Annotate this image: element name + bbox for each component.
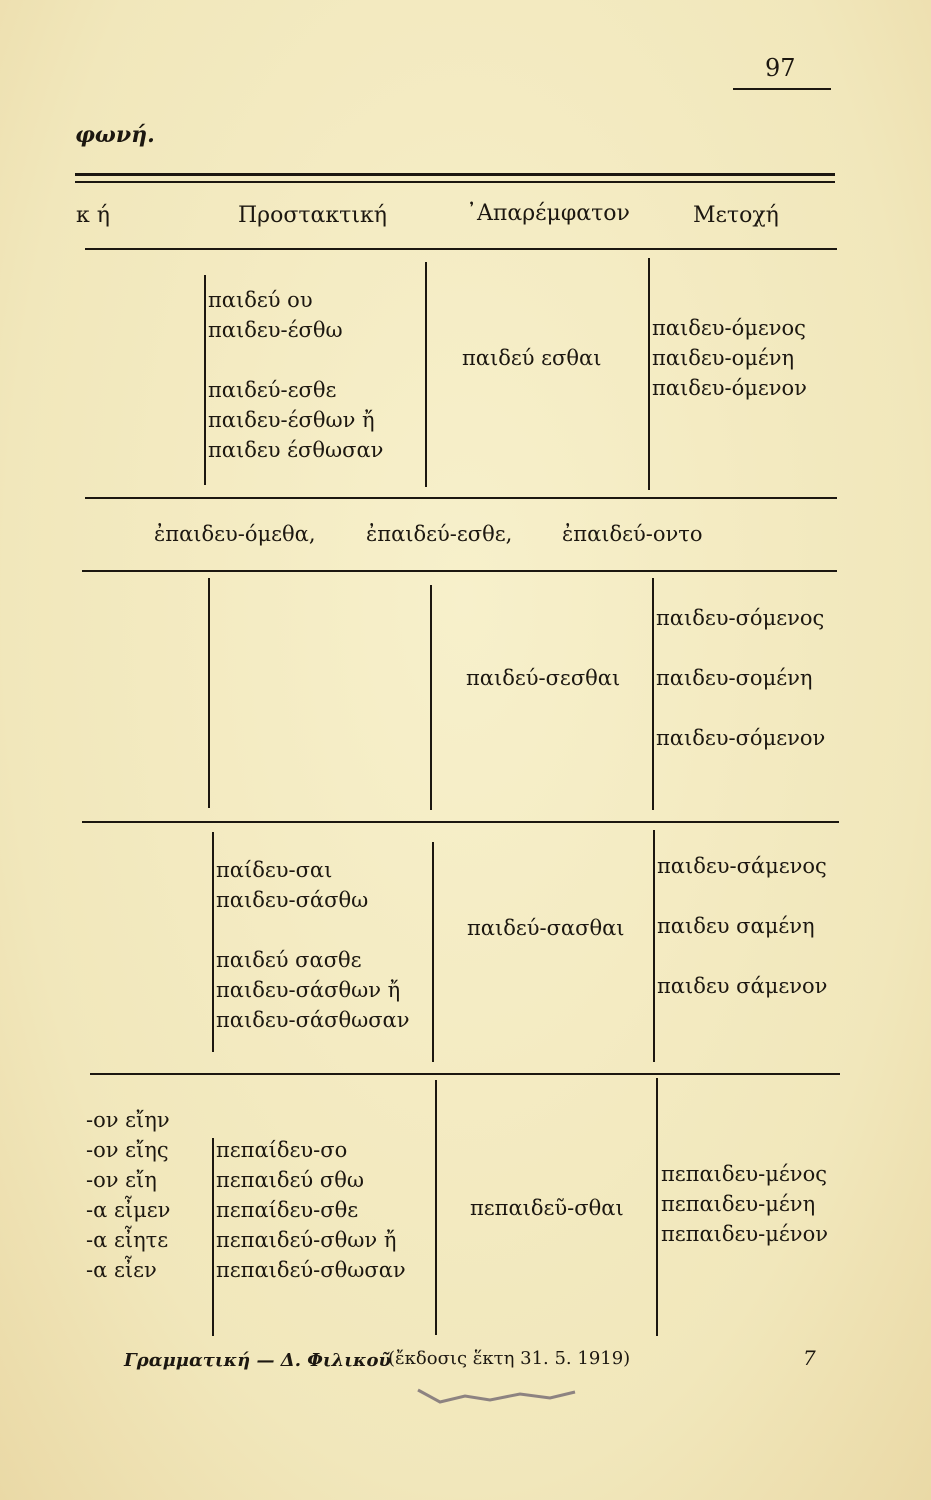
s1-infinitive: παιδεύ εσθαι (462, 346, 602, 370)
s1-vline-right (648, 258, 650, 490)
s4-vline-right (653, 830, 655, 1062)
s1-imperative-4: παιδευ-έσθων ἤ (208, 408, 375, 432)
header-left: κ ή (76, 203, 110, 228)
s4-imperative-3: παιδεύ σασθε (216, 948, 362, 972)
s5-optative-2: -ον εἴης (86, 1138, 169, 1162)
s5-vline-left (212, 1138, 214, 1336)
s5-imperative-5: πεπαιδεύ-σθωσαν (216, 1258, 406, 1282)
s4-vline-mid (432, 842, 434, 1062)
s2-past-2: ἐπαιδεύ-εσθε, (366, 522, 513, 546)
header-imperative: Προστακτική (238, 203, 387, 228)
s5-optative-4: -α εἶμεν (86, 1198, 171, 1222)
s1-imperative-3: παιδεύ-εσθε (208, 378, 337, 402)
s4-infinitive: παιδεύ-σασθαι (467, 916, 625, 940)
s1-participle-3: παιδευ-όμενον (652, 376, 807, 400)
header-participle: Μετοχή (693, 203, 779, 228)
footer-edition: (ἔκδοσις ἕκτη 31. 5. 1919) (388, 1348, 631, 1369)
s1-participle-1: παιδευ-όμενος (652, 316, 806, 340)
top-rule-2 (75, 181, 835, 183)
s5-imperative-4: πεπαιδεύ-σθων ἤ (216, 1228, 397, 1252)
footer-signature: 7 (803, 1346, 816, 1370)
s5-participle-3: πεπαιδευ-μένον (661, 1222, 828, 1246)
s4-participle-3: παιδευ σάμενον (657, 974, 828, 998)
header-infinitive: ᾿Απαρέμφατον (466, 201, 630, 226)
voice-title: φωνή. (75, 122, 155, 148)
s5-optative-5: -α εἶητε (86, 1228, 169, 1252)
s4-imperative-2: παιδευ-σάσθω (216, 888, 369, 912)
s4-participle-2: παιδευ σαμένη (657, 914, 815, 938)
s1-imperative-1: παιδεύ ου (208, 288, 313, 312)
s5-participle-2: πεπαιδευ-μένη (661, 1192, 816, 1216)
header-rule (85, 248, 837, 250)
s4-participle-1: παιδευ-σάμενος (657, 854, 827, 878)
s3-infinitive: παιδεύ-σεσθαι (466, 666, 621, 690)
s3-participle-2: παιδευ-σομένη (656, 666, 813, 690)
section-1-rule (85, 497, 837, 499)
s5-optative-6: -α εἶεν (86, 1258, 157, 1282)
s1-imperative-2: παιδευ-έσθω (208, 318, 343, 342)
s1-vline-mid (425, 262, 427, 487)
s1-imperative-5: παιδευ έσθωσαν (208, 438, 384, 462)
s1-participle-2: παιδευ-ομένη (652, 346, 795, 370)
s2-past-3: ἐπαιδεύ-οντο (562, 522, 703, 546)
s5-imperative-3: πεπαίδευ-σθε (216, 1198, 359, 1222)
ink-smudge-decoration (410, 1380, 590, 1410)
s5-vline-right (656, 1078, 658, 1336)
s1-vline-left (204, 275, 206, 485)
s3-vline-right (652, 578, 654, 810)
s3-participle-3: παιδευ-σόμενον (656, 726, 826, 750)
s5-participle-1: πεπαιδευ-μένος (661, 1162, 827, 1186)
s4-imperative-1: παίδευ-σαι (216, 858, 333, 882)
top-rule (75, 173, 835, 176)
s5-optative-3: -ον εἴη (86, 1168, 157, 1192)
page-number-rule (733, 88, 831, 90)
section-2-rule (82, 570, 837, 572)
s3-vline-mid (430, 585, 432, 810)
footer-title: Γραμματική — Δ. Φιλικοῦ (124, 1350, 391, 1371)
section-3-rule (82, 821, 839, 823)
page-number: 97 (765, 54, 796, 82)
s5-imperative-1: πεπαίδευ-σο (216, 1138, 348, 1162)
s3-participle-1: παιδευ-σόμενος (656, 606, 825, 630)
s5-imperative-2: πεπαιδεύ σθω (216, 1168, 364, 1192)
s3-vline-left (208, 578, 210, 808)
s4-vline-left (212, 832, 214, 1052)
s4-imperative-4: παιδευ-σάσθων ἤ (216, 978, 401, 1002)
s5-infinitive: πεπαιδεῦ-σθαι (470, 1196, 624, 1220)
s5-vline-mid (435, 1080, 437, 1335)
section-4-rule (90, 1073, 840, 1075)
s5-optative-1: -ον εἴην (86, 1108, 170, 1132)
s2-past-1: ἐπαιδευ-όμεθα, (154, 522, 316, 546)
s4-imperative-5: παιδευ-σάσθωσαν (216, 1008, 410, 1032)
